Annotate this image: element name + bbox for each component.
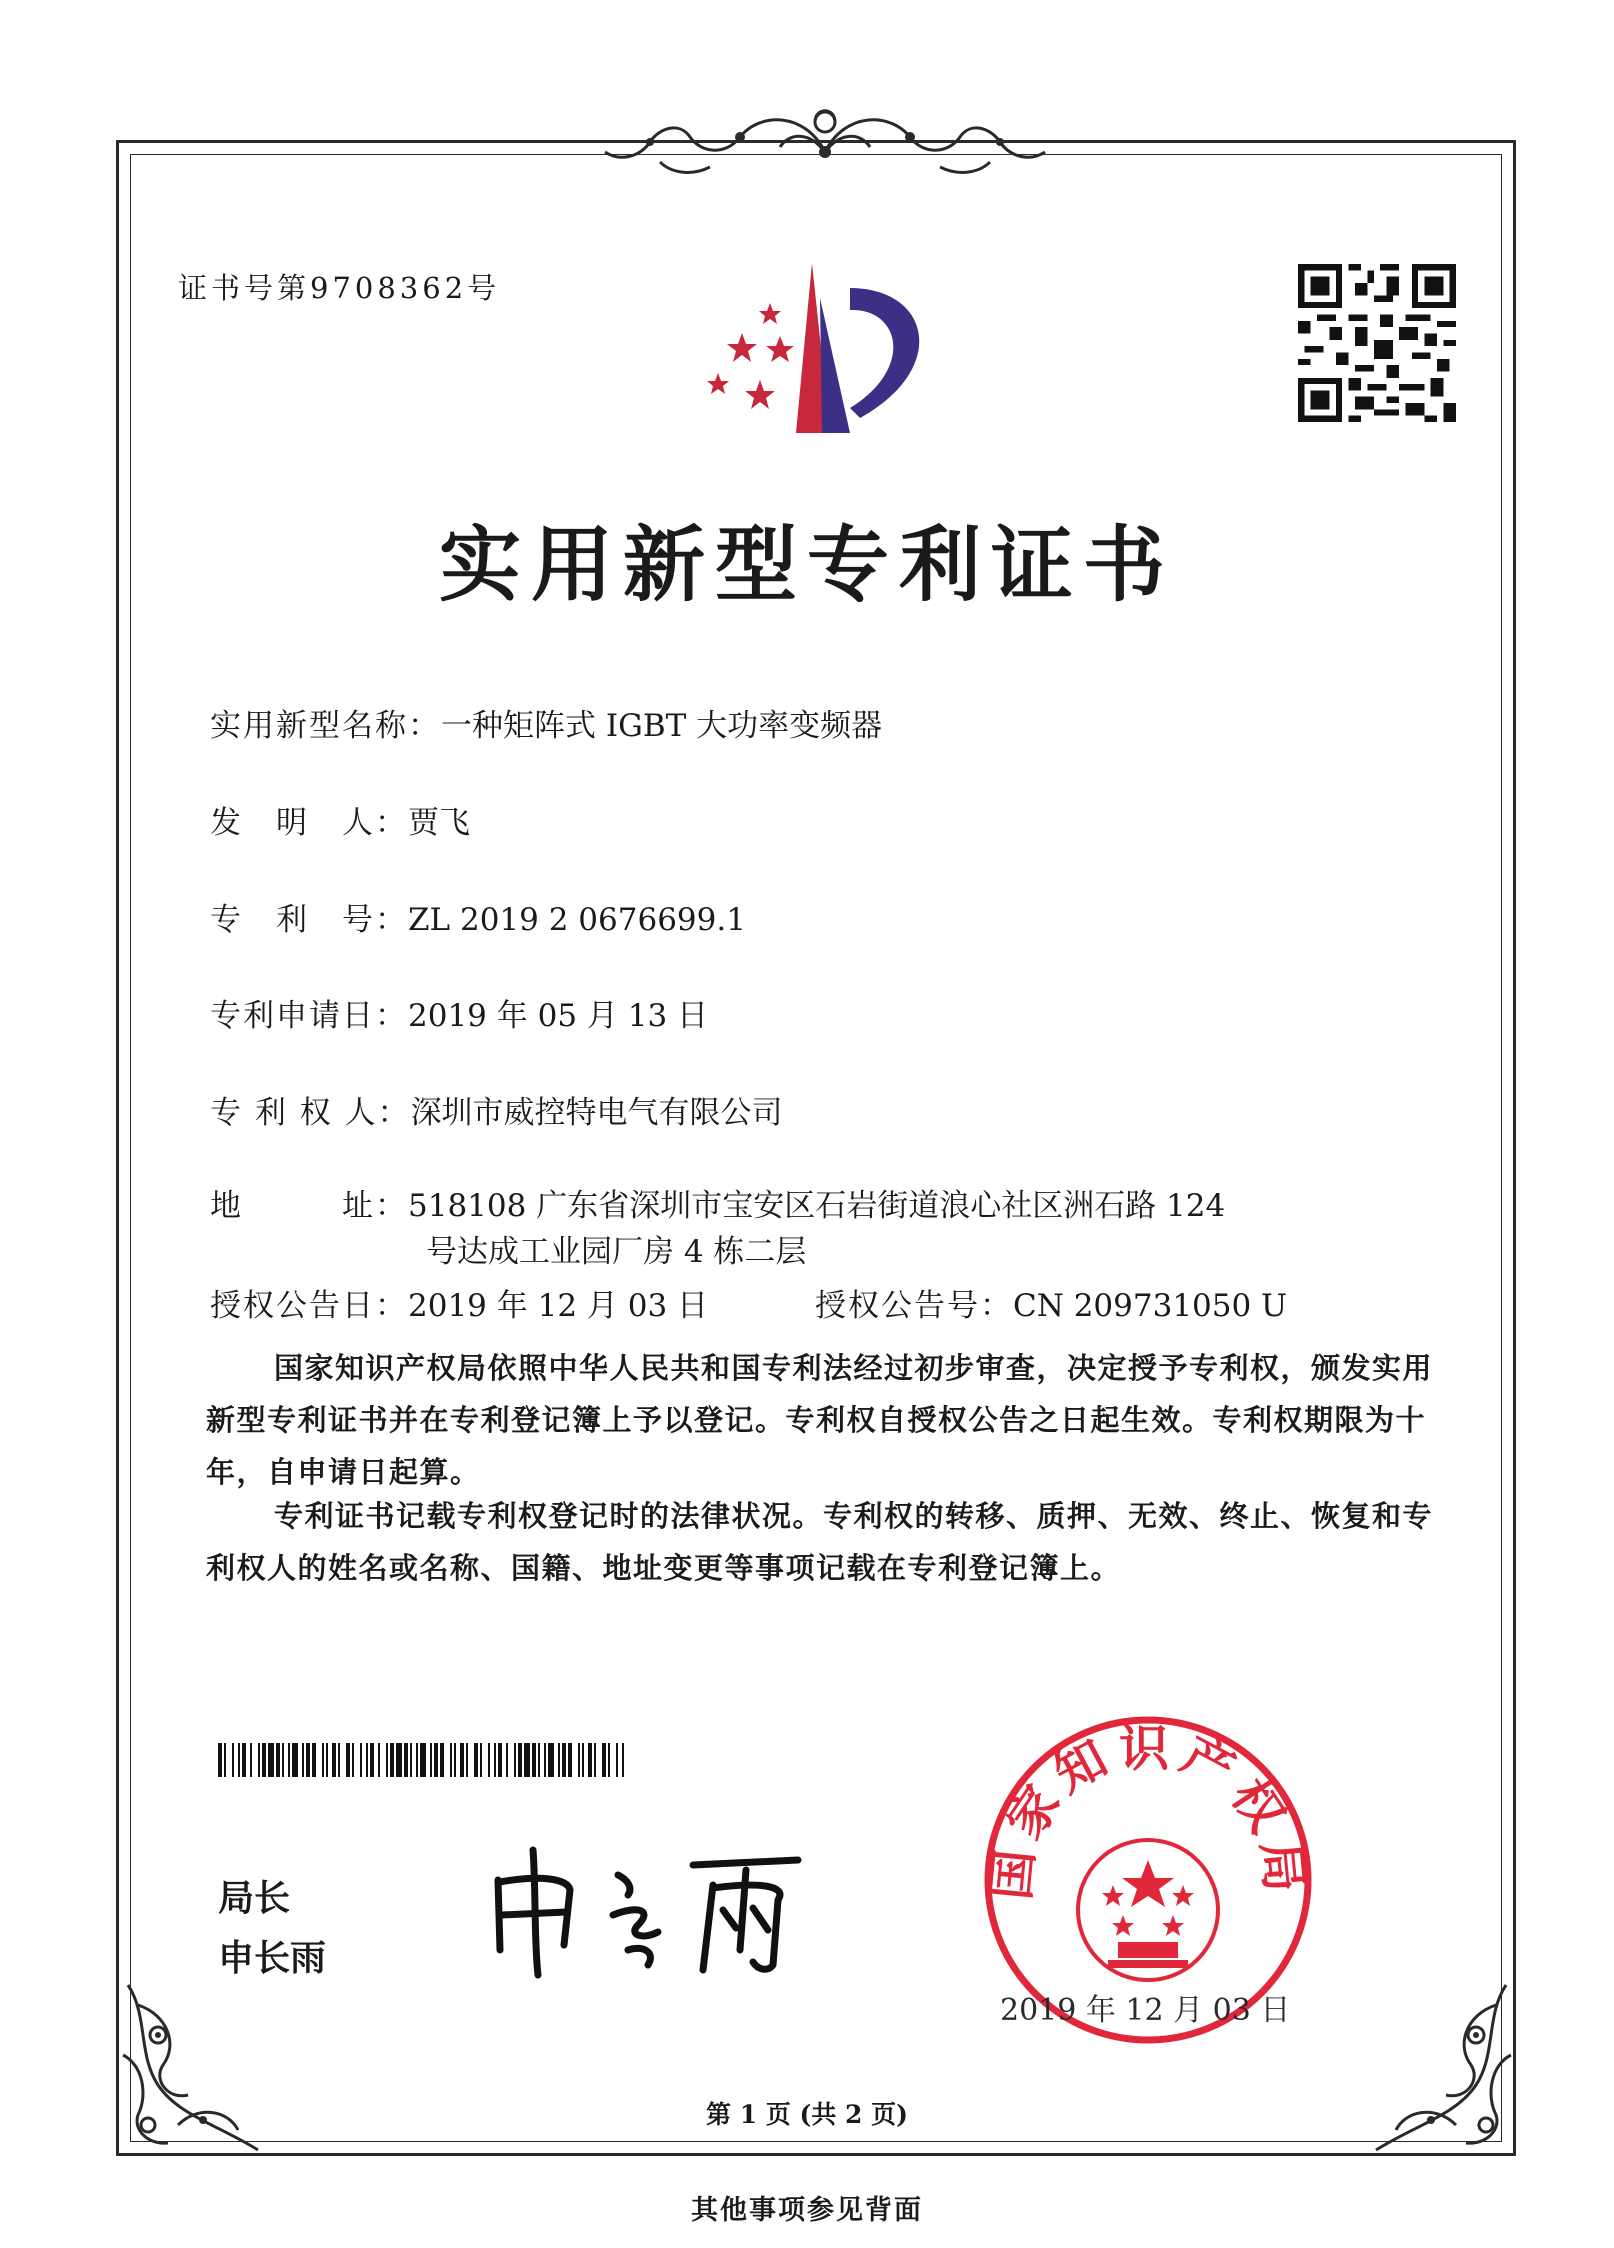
- field-grant-publication-number: [815, 1280, 1287, 1325]
- field-label: 授权公告日：: [210, 1288, 408, 1324]
- page-indicator: 第 1 页 (共 2 页): [706, 2100, 908, 2129]
- field-value: CN 209731050 U: [1013, 1288, 1288, 1324]
- field-grant-date: [210, 1280, 708, 1325]
- field-filing-date: [210, 990, 708, 1035]
- field-address: [210, 1180, 1225, 1225]
- svg-text:国家知识产权局: 国家知识产权局: [981, 1719, 1315, 1903]
- bottom-right-ornament: [1356, 1975, 1526, 2165]
- field-value: 2019 年 05 月 13 日: [408, 998, 709, 1034]
- field-value: ZL 2019 2 0676699.1: [408, 902, 746, 938]
- director-title: 局长: [218, 1877, 291, 1919]
- certificate-title: 实用新型专利证书: [438, 517, 1175, 613]
- field-value: 2019 年 12 月 03 日: [408, 1288, 709, 1324]
- field-value: 号达成工业园厂房 4 栋二层: [426, 1234, 807, 1270]
- field-value: 深圳市威控特电气有限公司: [410, 1095, 783, 1131]
- qr-code-icon: [1298, 264, 1456, 422]
- director-signature: [478, 1840, 818, 1980]
- cnipa-logo-icon: [700, 258, 950, 443]
- field-label: 专利申请日：: [210, 998, 408, 1034]
- field-label: 授权公告号：: [815, 1288, 1013, 1324]
- field-value: 518108 广东省深圳市宝安区石岩街道浪心社区洲石路 124: [408, 1188, 1226, 1224]
- top-ornament: [590, 92, 1060, 192]
- legal-paragraph-1: 国家知识产权局依照中华人民共和国专利法经过初步审查，决定授予专利权，颁发实用新型专利证书并在专利登记簿上予以登记。专利权自授权公告之日起生效。专利权期限为十年，自申请日起算。: [206, 1351, 1434, 1489]
- field-utility-model-name: [210, 700, 882, 745]
- certificate-number: 证书号第9708362号: [178, 271, 501, 305]
- barcode-icon: [218, 1743, 626, 1777]
- director-name: 申长雨: [218, 1937, 327, 1979]
- legal-paragraph-2: 专利证书记载专利权登记时的法律状况。专利权的转移、质押、无效、终止、恢复和专利权人的姓名或名称、国籍、地址变更等事项记载在专利登记簿上。: [206, 1499, 1434, 1585]
- bottom-left-ornament: [108, 1975, 278, 2165]
- field-label: 专 利 权 人：: [210, 1095, 411, 1131]
- field-value: 贾飞: [408, 805, 470, 841]
- field-patent-number: [210, 894, 746, 939]
- field-label: 专 利 号：: [210, 902, 408, 938]
- field-inventor: [210, 797, 470, 842]
- field-address-line2: [426, 1226, 806, 1271]
- field-label: 实用新型名称：: [210, 708, 441, 744]
- field-patentee: [210, 1087, 783, 1132]
- footer-note: 其他事项参见背面: [691, 2195, 923, 2226]
- field-label: 发 明 人：: [210, 805, 408, 841]
- field-value: 一种矩阵式 IGBT 大功率变频器: [441, 708, 883, 744]
- field-label: 地 址：: [210, 1188, 408, 1224]
- seal-date: 2019 年 12 月 03 日: [1000, 1993, 1291, 2028]
